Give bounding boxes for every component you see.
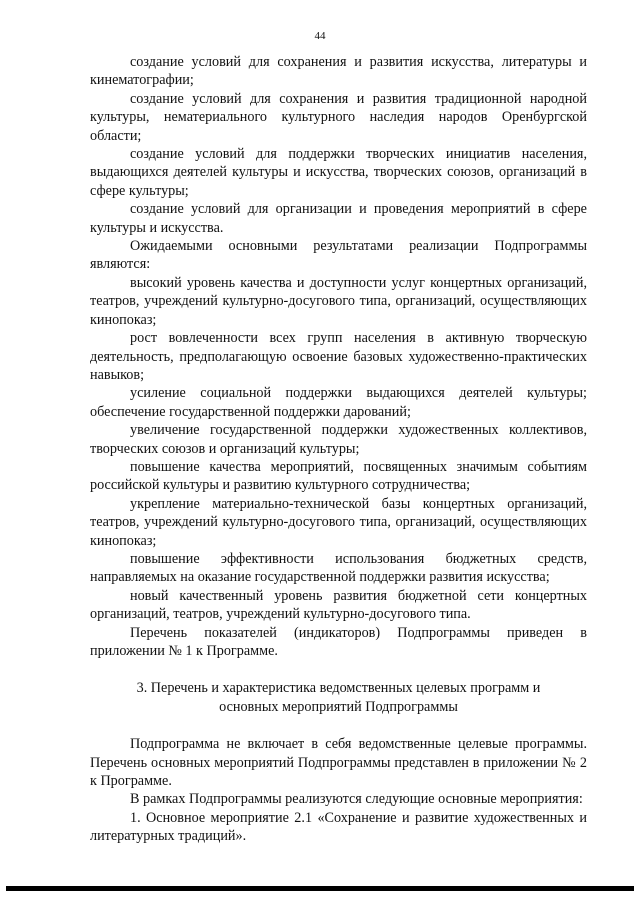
paragraph-block-bottom	[90, 735, 587, 845]
paragraph-block-top	[90, 53, 587, 660]
heading-spacer	[90, 716, 587, 735]
paragraph: создание условий для сохранения и развития традиционной народной культуры, нематериального культурного наследия народов Оренбургской области;	[90, 90, 587, 144]
paragraph: Перечень показателей (индикаторов) Подпрограммы приведен в приложении № 1 к Программе.	[90, 624, 587, 659]
paragraph: Подпрограмма не включает в себя ведомственные целевые программы. Перечень основных мероприятий Подпрограммы представлен в приложении № 2 к Программе.	[90, 736, 587, 790]
section-heading-line-1: 3. Перечень и характеристика ведомственных целевых программ и	[136, 680, 541, 697]
section-heading-line-2: основных мероприятий Подпрограммы	[219, 698, 458, 715]
paragraph: усиление социальной поддержки выдающихся деятелей культуры; обеспечение государственной поддержки дарований;	[90, 385, 587, 420]
paragraph: новый качественный уровень развития бюджетной сети концертных организаций, театров, учреждений культурно-досугового типа.	[90, 587, 587, 623]
paragraph: создание условий для организации и проведения мероприятий в сфере культуры и искусства.	[90, 201, 587, 236]
paragraph: В рамках Подпрограммы реализуются следующие основные мероприятия:	[130, 791, 583, 808]
paragraph: увеличение государственной поддержки художественных коллективов, творческих союзов и организаций культуры;	[90, 422, 587, 457]
paragraph: создание условий для сохранения и развития искусства, литературы и кинематографии;	[90, 54, 587, 89]
paragraph: 1. Основное мероприятие 2.1 «Сохранение и развитие художественных и литературных традиций».	[90, 809, 587, 845]
paragraph: создание условий для поддержки творческих инициатив населения, выдающихся деятелей культуры и искусства, творческих союзов, организаций в сфере культуры;	[90, 146, 587, 199]
section-heading	[90, 679, 587, 716]
paragraph: Ожидаемыми основными результатами реализации Подпрограммы являются:	[90, 238, 587, 273]
page-number: 44	[314, 30, 326, 42]
paragraph: рост вовлеченности всех групп населения в активную творческую деятельность, предполагающую освоение базовых художественно-практических навыков;	[90, 330, 587, 383]
paragraph: повышение эффективности использования бюджетных средств, направляемых на оказание государственной поддержки развития искусства;	[90, 550, 587, 586]
bottom-rule	[6, 886, 634, 891]
page-content	[90, 53, 587, 846]
paragraph: укрепление материально-технической базы концертных организаций, театров, учреждений культурно-досугового типа, организаций, осуществляющих кинопоказ;	[90, 495, 587, 549]
paragraph: высокий уровень качества и доступности услуг концертных организаций, театров, учреждений культурно-досугового типа, организаций, осуществляющих кинопоказ;	[90, 274, 587, 328]
paragraph: повышение качества мероприятий, посвященных значимым событиям российской культуры и развитию культурного сотрудничества;	[90, 458, 587, 494]
